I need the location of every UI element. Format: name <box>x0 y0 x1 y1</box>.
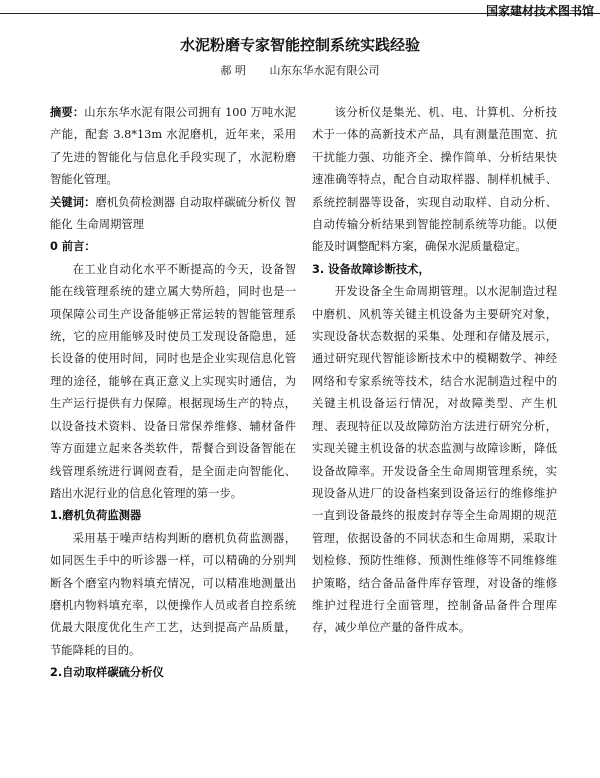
right-column <box>312 102 557 640</box>
abstract-text: 山东东华水泥有限公司拥有 100 万吨水泥产能，配套 3.8*13m 水泥磨机，近年来，采用了先进的智能化与信息化手段实现了，水泥粉磨智能化管理。 <box>50 106 296 187</box>
paper-title: 水泥粉磨专家智能控制系统实践经验 <box>179 36 420 54</box>
author-name: 郝 明 <box>220 64 246 77</box>
author-line <box>0 62 600 78</box>
intro-paragraph: 在工业自动化水平不断提高的今天，设备智能在线管理系统的建立属大势所趋，同时也是一项保障公司生产设备能够正常运转的智能管理系统，它的应用能够及时使员工发现设备隐患，延长设备的使用时间，同时也是企业实现信息化管理的途径，能够在真正意义上实现实时通信，为生产运行提供有力保障。根据现场生产的特点，以设备技术资料、设备日常保养维修、辅材备件等方面建立起来各类软件，帮餐合到设备智能在线管理系统进行调阅查看，是全面走向智能化、踏出水泥行业的信息化管理的第一步。 <box>50 262 296 500</box>
section-3-heading: 3. 设备故障诊断技术， <box>312 262 430 276</box>
keywords-label: 关键词： <box>50 195 96 209</box>
author-affiliation: 山东东华水泥有限公司 <box>269 64 380 77</box>
left-column <box>50 102 296 685</box>
section-2-paragraph: 该分析仪是集光、机、电、计算机、分析技术于一体的高新技术产品，具有测量范围宽、抗干扰能力强、功能齐全、操作简单、分析结果快速准确等特点，配合自动取样器、制样机械手、系统控制器等设备，实现自动取样、自动分析、自动传输分析结果到智能控制系统等功能。以便能及时调整配料方案，确保水泥质量稳定。 <box>312 106 557 254</box>
keywords-text: 磨机负荷检测器 自动取样碳硫分析仪 智能化 生命周期管理 <box>50 195 296 232</box>
journal-name: 国家建材技术图书馆 <box>485 4 594 18</box>
keywords <box>50 192 296 237</box>
section-1-paragraph: 采用基于噪声结构判断的磨机负荷监测器，如同医生手中的听诊器一样，可以精确的分别判断各个磨室内物料填充情况，可以精准地测量出磨机内物料填充率，以便操作人员或者自控系统优最大限度优化生产工艺，达到提高产品质量，节能降耗的目的。 <box>50 531 296 657</box>
section-2-heading: 2.自动取样碳硫分析仪 <box>50 666 164 680</box>
intro-heading: 0 前言： <box>50 240 96 254</box>
running-header <box>0 0 600 18</box>
abstract-label: 摘要： <box>50 106 85 119</box>
abstract <box>50 102 296 192</box>
section-3-paragraph: 开发设备全生命周期管理。以水泥制造过程中磨机、风机等关键主机设备为主要研究对象，实现设备状态数据的采集、处理和存储及展示，通过研究现代智能诊断技术中的模糊数学、神经网络和专家系统等技术，结合水泥制造过程中的关键主机设备运行情况，对故障类型、产生机理、表现特征以及故障防治方法进行研究分析，实现关键主机设备的状态监测与故障诊断，降低设备故障率。开发设备全生命周期管理系统，实现设备从进厂的设备档案到设备运行的维修维护一直到设备最终的报废封存等全生命周期的规范管理，依据设备的不同状态和生命周期，采取计划检修、预防性维修、预测性维修等不同维修维护策略，结合备品备件库存管理，对设备的维修维护过程进行全面管理，控制备品备件合理库存，减少单位产量的备件成本。 <box>312 285 557 635</box>
section-1-heading: 1.磨机负荷监测器 <box>50 509 142 523</box>
